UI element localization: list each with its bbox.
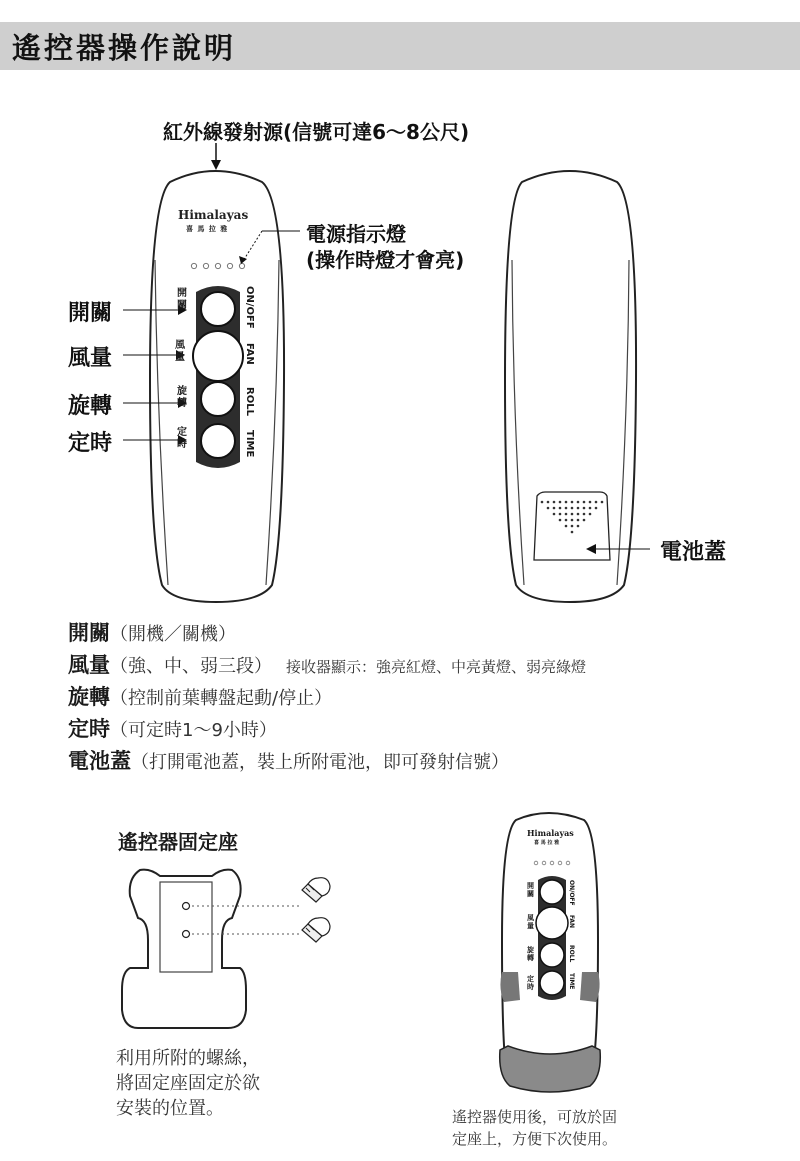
label-roll: 旋轉 <box>68 394 113 419</box>
screw-icon <box>302 918 330 942</box>
brand-en: Himalayas <box>178 208 249 222</box>
desc-roll: 旋轉（控制前葉轉盤起動/停止） <box>68 685 333 709</box>
btn-en-roll: ROLL <box>244 387 255 416</box>
btn-en-fan: FAN <box>244 343 255 365</box>
battery-cover-label: 電池蓋 <box>660 540 727 565</box>
label-time: 定時 <box>68 431 113 456</box>
desc-power: 開關（開機／關機） <box>68 621 236 645</box>
remote-back <box>505 171 636 602</box>
btn-zh-roll: 旋轉 <box>177 386 187 409</box>
btn-zh-time: 定時 <box>177 427 187 450</box>
small-brand-zh: 喜 馬 拉 雅 <box>534 840 560 846</box>
remote-in-holder <box>500 813 601 1092</box>
desc-time: 定時（可定時1～9小時） <box>68 717 277 741</box>
indicator-note: (操作時燈才會亮) <box>306 248 465 272</box>
holder-drawing <box>122 870 302 1028</box>
label-fan: 風量 <box>68 346 113 371</box>
ir-source-label: 紅外線發射源(信號可達6～8公尺) <box>163 120 470 144</box>
holder-note: 利用所附的螺絲， 將固定座固定於欲 安裝的位置。 <box>116 1048 260 1119</box>
small-btn-zh-time: 定時 <box>527 975 534 991</box>
btn-en-time: TIME <box>244 430 255 458</box>
small-btn-en-power: ON/OFF <box>568 880 575 906</box>
small-btn-en-roll: ROLL <box>568 945 575 963</box>
small-btn-zh-roll: 旋轉 <box>527 946 534 962</box>
btn-zh-fan: 風量 <box>175 340 185 363</box>
small-btn-zh-fan: 風量 <box>527 914 534 930</box>
remote-front <box>150 171 284 602</box>
desc-battery: 電池蓋（打開電池蓋，裝上所附電池，即可發射信號） <box>68 749 509 773</box>
btn-zh-power: 開關 <box>177 288 187 311</box>
btn-en-power: ON/OFF <box>244 286 255 329</box>
indicator-label: 電源指示燈 <box>306 222 406 246</box>
small-btn-en-fan: FAN <box>568 915 575 929</box>
screw-icon <box>302 878 330 902</box>
small-btn-en-time: TIME <box>568 973 575 990</box>
holder-usage-note: 遙控器使用後，可放於固 定座上，方便下次使用。 <box>452 1108 618 1148</box>
desc-fan: 風量（強、中、弱三段） 接收器顯示：強亮紅燈、中亮黃燈、弱亮綠燈 <box>68 653 587 677</box>
small-btn-zh-power: 開關 <box>527 882 534 898</box>
small-brand-en: Himalayas <box>527 828 574 838</box>
holder-title: 遙控器固定座 <box>118 830 238 854</box>
label-power: 開關 <box>68 301 113 326</box>
brand-zh: 喜 馬 拉 雅 <box>186 225 229 233</box>
page-title: 遙控器操作說明 <box>12 31 237 65</box>
